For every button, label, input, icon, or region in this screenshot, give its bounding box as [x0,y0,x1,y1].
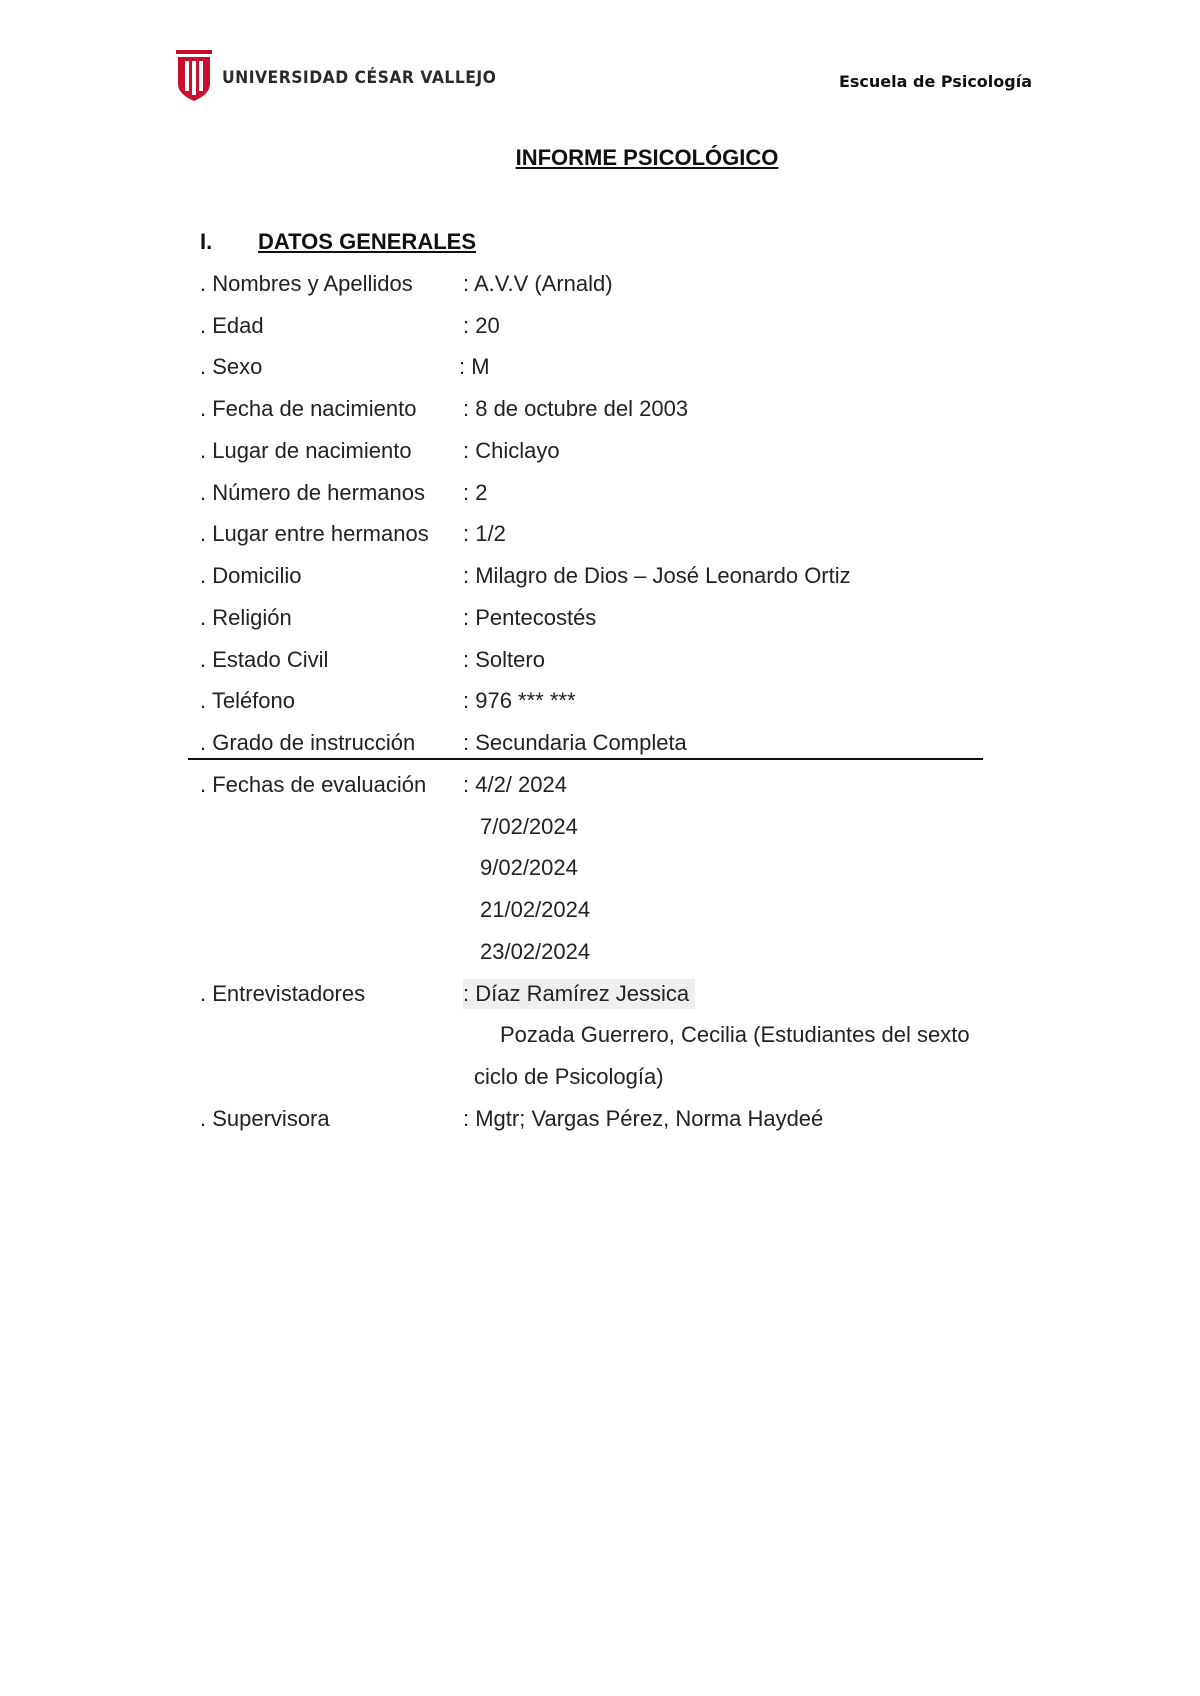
field-value: : Mgtr; Vargas Pérez, Norma Haydeé [463,1106,824,1131]
field-value: : 976 *** *** [463,688,576,713]
field-value: : 1/2 [463,521,506,546]
field-label: . Supervisora [200,1106,330,1131]
field-value: : Milagro de Dios – José Leonardo Ortiz [463,563,851,588]
section-number: I. [200,229,213,254]
field-label: . Edad [200,313,264,338]
field-label: . Número de hermanos [200,480,425,505]
field-value: : Soltero [463,647,545,672]
section-heading [200,229,476,255]
field-value: : Chiclayo [463,438,560,463]
field-label: . Entrevistadores [200,981,366,1006]
field-value: : 4/2/ 2024 [463,772,567,797]
field-label: . Lugar de nacimiento [200,438,412,463]
field-value: : Díaz Ramírez Jessica [463,979,695,1009]
ucv-shield-icon [176,50,212,102]
university-name: UNIVERSIDAD CÉSAR VALLEJO [222,68,497,88]
school-name: Escuela de Psicología [838,72,1032,91]
field-label: . Religión [200,605,292,630]
field-label: . Lugar entre hermanos [200,521,429,546]
field-value: : A.V.V (Arnald) [463,271,613,296]
field-value: : 8 de octubre del 2003 [463,396,689,421]
field-label: . Domicilio [200,563,302,588]
field-value: : Pentecostés [463,605,597,630]
section-title: DATOS GENERALES [258,229,476,254]
field-value: : 2 [463,480,488,505]
field-value: : Secundaria Completa [463,730,687,755]
field-label: . Fechas de evaluación [200,772,427,797]
evaluation-date: 9/02/2024 [480,855,578,880]
interviewer-line: Pozada Guerrero, Cecilia (Estudiantes del sexto [500,1022,970,1047]
university-logo [176,50,520,102]
evaluation-date: 7/02/2024 [480,814,578,839]
field-value: : M [459,354,490,379]
document-title: INFORME PSICOLÓGICO [515,145,779,170]
field-label: . Teléfono [200,688,296,713]
divider-line [188,758,983,760]
field-label: . Grado de instrucción [200,730,416,755]
field-label: . Estado Civil [200,647,329,672]
evaluation-date: 23/02/2024 [480,939,591,964]
field-value: : 20 [463,313,500,338]
interviewer-line: ciclo de Psicología) [474,1064,664,1089]
field-label: . Fecha de nacimiento [200,396,417,421]
field-label: . Sexo [200,354,263,379]
evaluation-date: 21/02/2024 [480,897,591,922]
field-label: . Nombres y Apellidos [200,271,413,296]
